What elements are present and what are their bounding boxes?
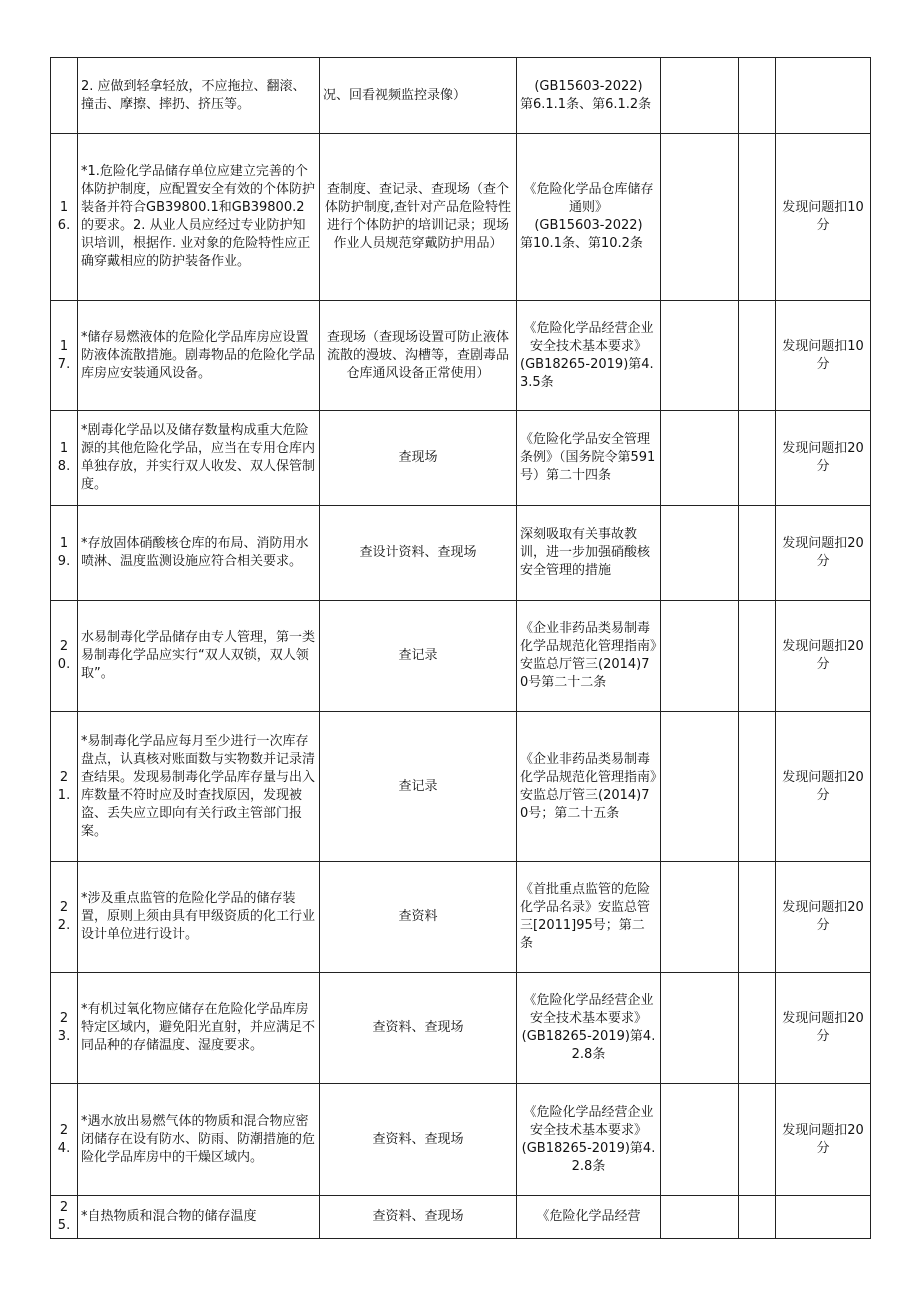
empty-cell <box>661 411 739 506</box>
requirement-text: 水易制毒化学品储存由专人管理，第一类易制毒化学品应实行“双人双锁，双人领取”。 <box>78 601 320 712</box>
empty-cell <box>661 134 739 301</box>
empty-cell <box>661 1196 739 1239</box>
basis-line: 《危险化学品安全管理条例》（国务院令第591号）第二十四条 <box>520 432 656 483</box>
basis-line: 第10.1条、第10.2条 <box>520 236 643 251</box>
table-row <box>51 712 871 862</box>
check-method: 查资料 <box>320 862 517 973</box>
requirement-text: *有机过氧化物应储存在危险化学品库房特定区域内，避免阳光直射，并应满足不同品种的存储温度、湿度要求。 <box>78 973 320 1084</box>
table-row <box>51 1084 871 1196</box>
check-method: 查资料、查现场 <box>320 1084 517 1196</box>
basis-text <box>517 1196 661 1239</box>
basis-line: 《首批重点监管的危险化学品名录》安监总管三[2011]95号；第二条 <box>520 882 651 951</box>
table-row <box>51 601 871 712</box>
score-text: 发现问题扣20分 <box>776 862 871 973</box>
table-row <box>51 301 871 411</box>
score-text: 发现问题扣10分 <box>776 301 871 411</box>
empty-cell <box>661 973 739 1084</box>
basis-line: (GB18265-2019)第4.3.5条 <box>520 356 654 390</box>
row-number: 17. <box>51 301 78 411</box>
basis-line: 《企业非药品类易制毒化学品规范化管理指南》安监总厅管三(2014)70号；第二十五条 <box>520 751 657 821</box>
check-method: 查资料、查现场 <box>320 973 517 1084</box>
score-text: 发现问题扣20分 <box>776 411 871 506</box>
table-row <box>51 411 871 506</box>
requirement-text: *1.危险化学品储存单位应建立完善的个体防护制度，应配置安全有效的个体防护装备并符合GB39800.1和GB39800.2的要求。2. 从业人员应经过专业防护知识培训，根据作. 业对象的危险特性应正确穿戴相应的防护装备作业。 <box>78 134 320 301</box>
score-text: 发现问题扣20分 <box>776 1084 871 1196</box>
basis-line: (GB18265-2019)第4.2.8条 <box>521 1029 656 1062</box>
empty-cell <box>661 301 739 411</box>
requirement-text: *易制毒化学品应每月至少进行一次库存盘点，认真核对账面数与实物数并记录清查结果。发现易制毒化学品库存量与出入库数量不符时应及时查找原因，发现被盗、丢失应立即向有关行政主管部门报案。 <box>78 712 320 862</box>
empty-cell <box>739 58 776 134</box>
empty-cell <box>739 301 776 411</box>
requirement-text: 2. 应做到轻拿轻放，不应拖拉、翻滚、撞击、摩擦、摔扔、挤压等。 <box>78 58 320 134</box>
check-method: 查资料、查现场 <box>320 1196 517 1239</box>
check-method: 查制度、查记录、查现场（查个体防护制度,查针对产品危险特性进行个体防护的培训记录；现场作业人员规范穿戴防护用品） <box>320 134 517 301</box>
basis-text <box>517 1084 661 1196</box>
empty-cell <box>739 506 776 601</box>
score-text <box>776 1196 871 1239</box>
requirement-text: *涉及重点监管的危险化学品的储存装置，原则上须由具有甲级资质的化工行业设计单位进行设计。 <box>78 862 320 973</box>
table-row <box>51 58 871 134</box>
basis-line: 《危险化学品仓库储存通则》 <box>523 182 654 215</box>
row-number: 23. <box>51 973 78 1084</box>
row-number: 19. <box>51 506 78 601</box>
empty-cell <box>739 712 776 862</box>
requirement-text: *存放固体硝酸核仓库的布局、消防用水喷淋、温度监测设施应符合相关要求。 <box>78 506 320 601</box>
score-text <box>776 58 871 134</box>
checklist-table <box>50 57 871 1239</box>
basis-line: 深刻吸取有关事故教训，进一步加强硝酸核安全管理的措施 <box>520 527 651 578</box>
row-number: 16. <box>51 134 78 301</box>
table-row <box>51 973 871 1084</box>
check-method: 查记录 <box>320 601 517 712</box>
score-text: 发现问题扣10分 <box>776 134 871 301</box>
table-row <box>51 506 871 601</box>
score-text: 发现问题扣20分 <box>776 601 871 712</box>
basis-line: 《危险化学品经营 <box>536 1209 641 1224</box>
basis-text <box>517 58 661 134</box>
row-number: 20. <box>51 601 78 712</box>
basis-text <box>517 862 661 973</box>
requirement-text: *自热物质和混合物的储存温度 <box>78 1196 320 1239</box>
check-method: 查现场 <box>320 411 517 506</box>
basis-line: 《危险化学品经营企业安全技术基本要求》 <box>523 1104 654 1138</box>
empty-cell <box>739 1084 776 1196</box>
basis-line: 第6.1.1条、第6.1.2条 <box>520 96 652 112</box>
empty-cell <box>739 601 776 712</box>
empty-cell <box>661 712 739 862</box>
table-row <box>51 134 871 301</box>
basis-text <box>517 601 661 712</box>
empty-cell <box>661 862 739 973</box>
basis-line: (GB15603-2022) <box>534 78 643 94</box>
requirement-text: *遇水放出易燃气体的物质和混合物应密闭储存在设有防水、防雨、防潮措施的危险化学品库房中的干燥区域内。 <box>78 1084 320 1196</box>
check-method: 查现场（查现场设置可防止液体流散的漫坡、沟槽等，查剧毒品仓库通风设备正常使用） <box>320 301 517 411</box>
row-number: 24. <box>51 1084 78 1196</box>
basis-line: (GB15603-2022) <box>534 218 643 233</box>
empty-cell <box>661 506 739 601</box>
check-method: 查记录 <box>320 712 517 862</box>
score-text: 发现问题扣20分 <box>776 973 871 1084</box>
empty-cell <box>661 58 739 134</box>
basis-line: (GB18265-2019)第4.2.8条 <box>521 1140 656 1174</box>
basis-line: 《危险化学品经营企业安全技术基本要求》 <box>523 993 654 1026</box>
basis-line: 《企业非药品类易制毒化学品规范化管理指南》安监总厅管三(2014)70号第二十二条 <box>520 621 657 690</box>
check-method: 查设计资料、查现场 <box>320 506 517 601</box>
score-text: 发现问题扣20分 <box>776 712 871 862</box>
basis-text <box>517 973 661 1084</box>
table-row <box>51 862 871 973</box>
empty-cell <box>739 134 776 301</box>
basis-line: 《危险化学品经营企业安全技术基本要求》 <box>523 320 654 354</box>
row-number <box>51 58 78 134</box>
basis-text <box>517 301 661 411</box>
basis-text <box>517 506 661 601</box>
requirement-text: *剧毒化学品以及储存数量构成重大危险源的其他危险化学品，应当在专用仓库内单独存放，并实行双人收发、双人保管制度。 <box>78 411 320 506</box>
check-method: 况、回看视频监控录像） <box>320 58 517 134</box>
empty-cell <box>739 411 776 506</box>
table-row <box>51 1196 871 1239</box>
row-number: 18. <box>51 411 78 506</box>
empty-cell <box>661 601 739 712</box>
basis-text <box>517 712 661 862</box>
score-text: 发现问题扣20分 <box>776 506 871 601</box>
requirement-text: *储存易燃液体的危险化学品库房应设置防液体流散措施。剧毒物品的危险化学品库房应安装通风设备。 <box>78 301 320 411</box>
empty-cell <box>739 1196 776 1239</box>
row-number: 22. <box>51 862 78 973</box>
row-number: 25. <box>51 1196 78 1239</box>
basis-text <box>517 411 661 506</box>
basis-text <box>517 134 661 301</box>
empty-cell <box>661 1084 739 1196</box>
empty-cell <box>739 973 776 1084</box>
empty-cell <box>739 862 776 973</box>
row-number: 21. <box>51 712 78 862</box>
